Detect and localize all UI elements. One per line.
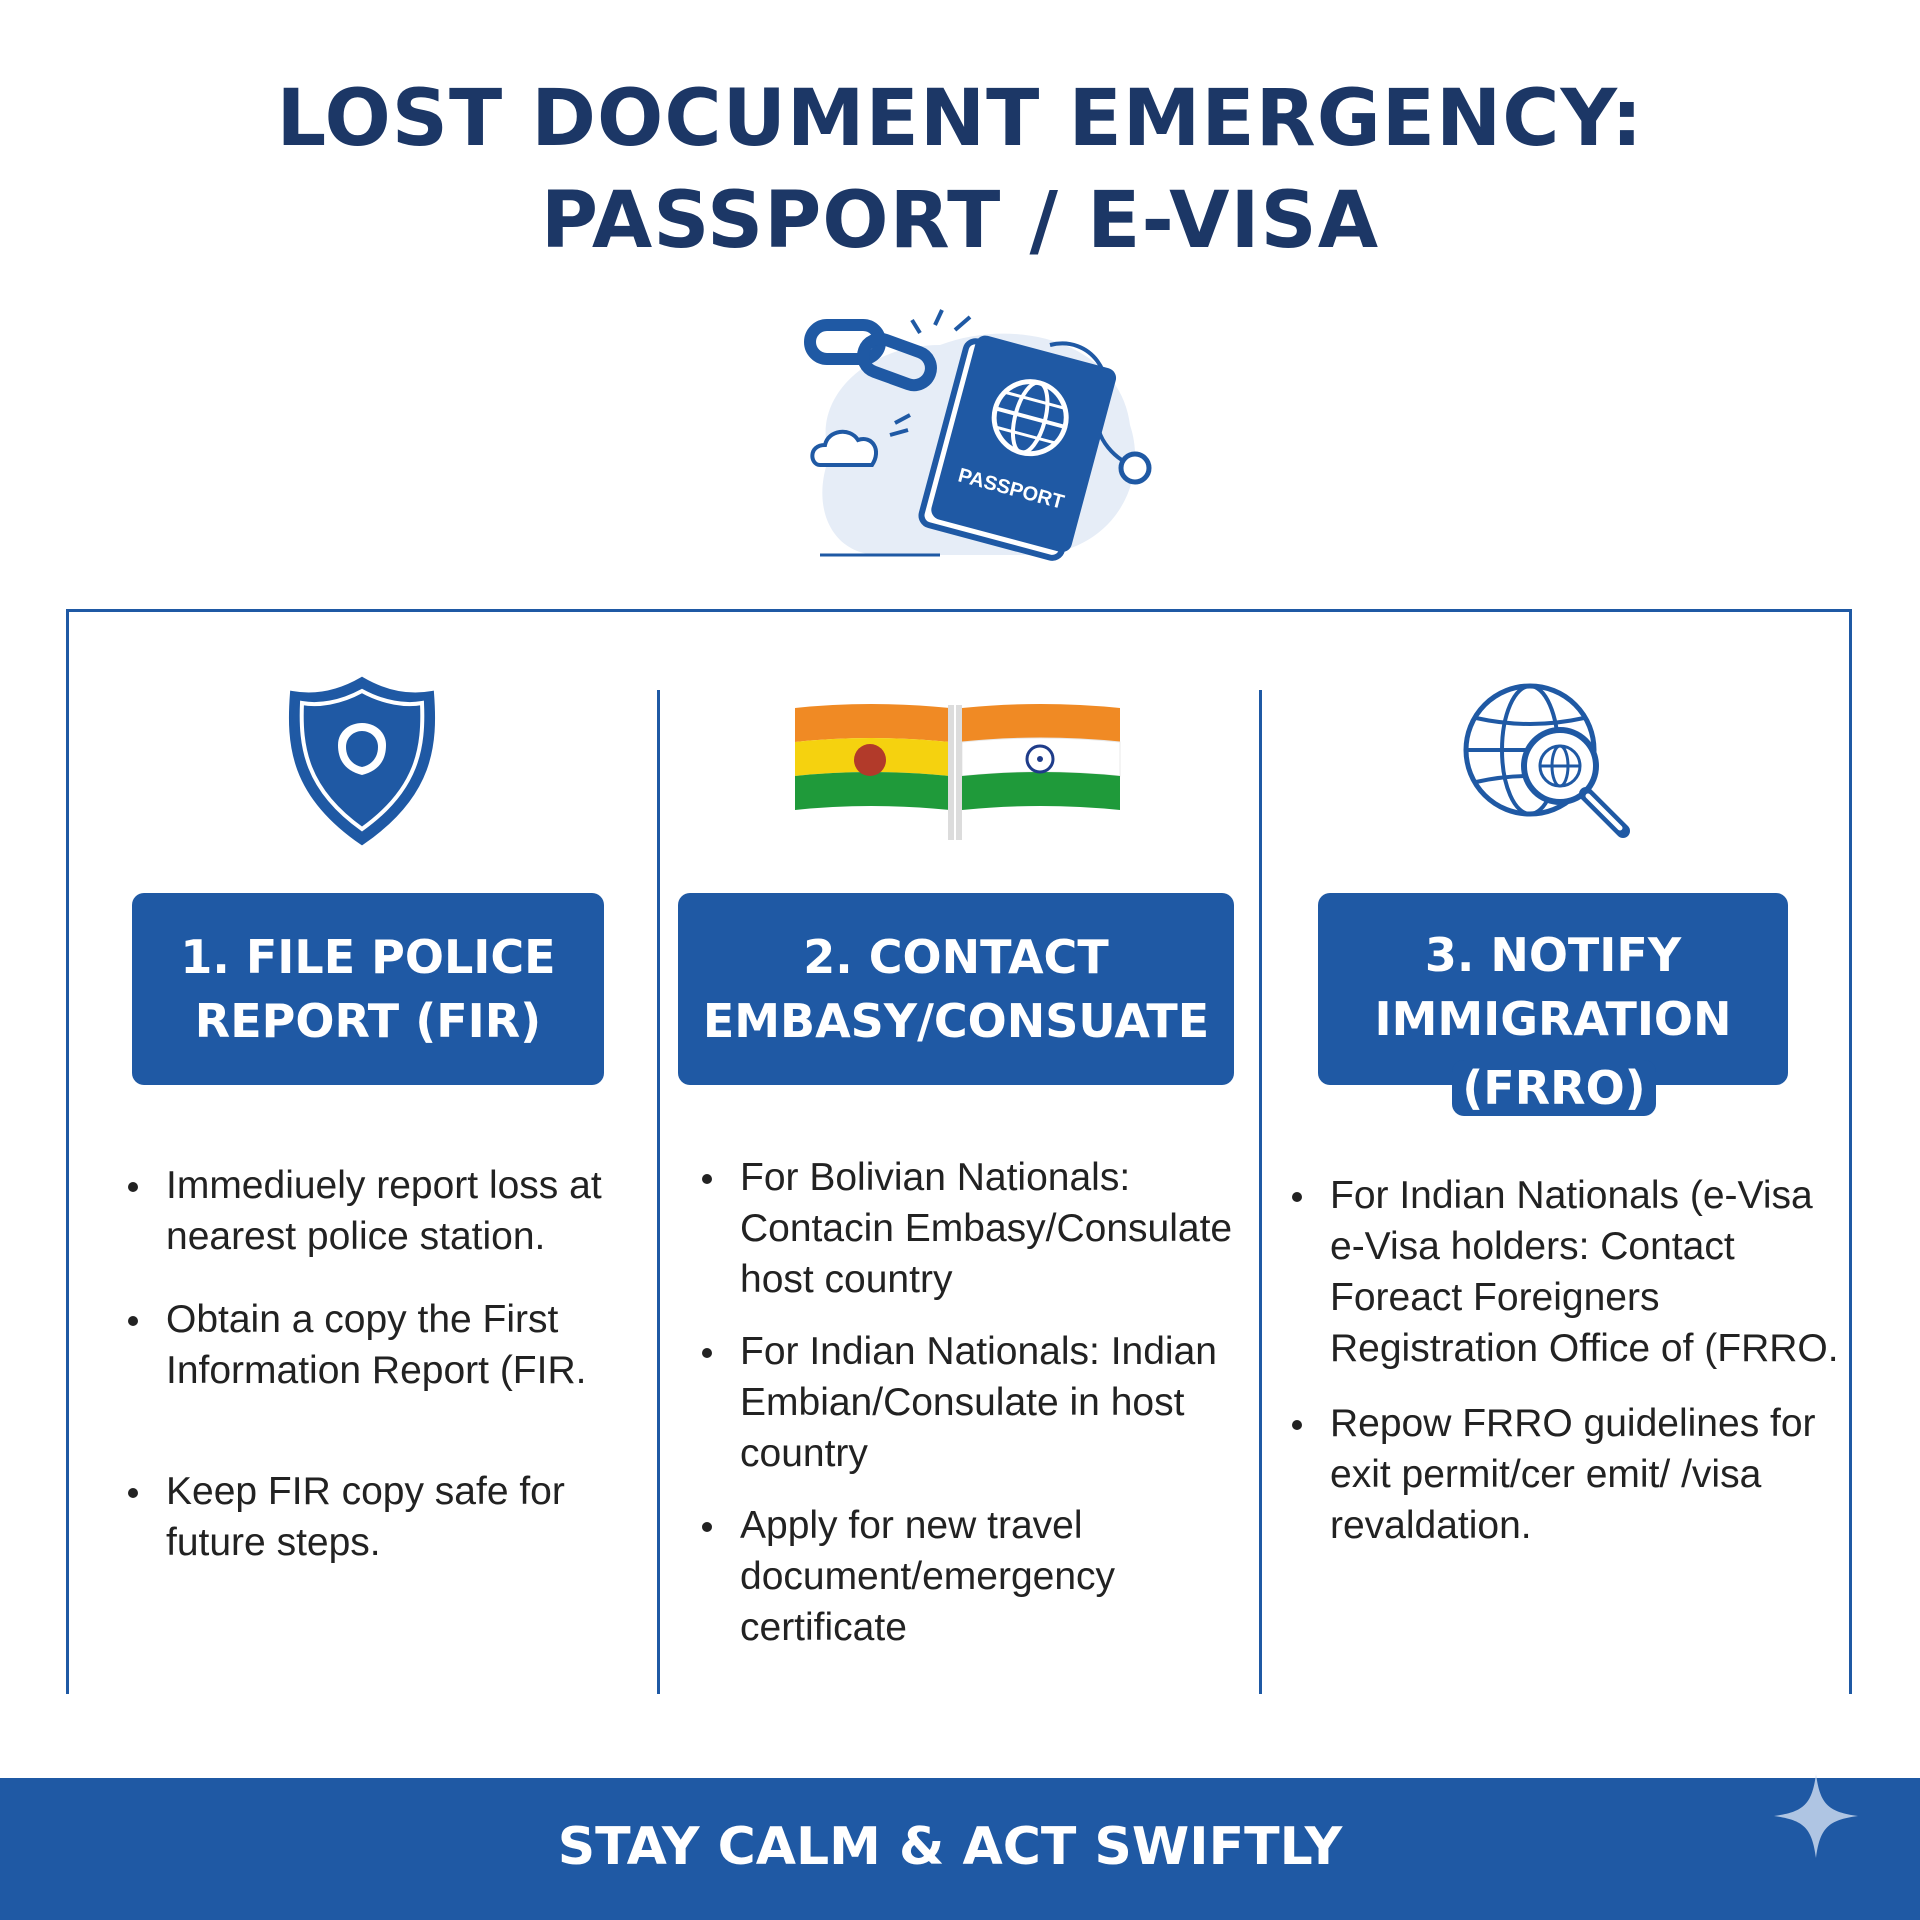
list-item: Repow FRRO guidelines for exit permit/cer emit/ /visa revaldation.: [1290, 1398, 1852, 1551]
list-item: For Indian Nationals (e-Visa e-Visa holders: Contact Foreact Foreigners Registration Office of (FRRO.: [1290, 1170, 1852, 1374]
list-item: Obtain a copy the First Information Report (FIR.: [126, 1294, 646, 1396]
step-2-heading: [678, 893, 1234, 1085]
step-1-heading: [132, 893, 604, 1085]
step-1-heading-line2: REPORT (FIR): [194, 994, 542, 1048]
broken-chain-passport-icon: [790, 305, 1170, 575]
page-title-line2: PASSPORT / E-VISA: [540, 176, 1380, 266]
step-3-bullet-list: [1290, 1170, 1852, 1551]
list-item: Immediuely report loss at nearest police station.: [126, 1160, 646, 1262]
step-3-heading: [1318, 893, 1788, 1085]
step-3-heading-line3: (FRRO): [1452, 1060, 1656, 1116]
step-3-heading-line1: 3. NOTIFY: [1424, 928, 1682, 982]
sparkle-icon: [1770, 1770, 1862, 1862]
step-1-heading-line1: 1. FILE POLICE: [180, 930, 556, 984]
page-title-line1: LOST DOCUMENT EMERGENCY:: [276, 74, 1644, 164]
page-title: [0, 68, 1920, 272]
step-3-heading-line2: IMMIGRATION: [1374, 992, 1732, 1046]
globe-magnifier-icon: [1458, 678, 1638, 848]
list-item: Apply for new travel document/emergency certificate: [700, 1500, 1260, 1653]
column-divider: [657, 690, 660, 1694]
step-2-heading-line1: 2. CONTACT: [803, 930, 1109, 984]
step-2-heading-line2: EMBASY/CONSUATE: [702, 994, 1210, 1048]
passport-label: PASSPORT: [955, 464, 1067, 514]
list-item: For Indian Nationals: Indian Embian/Consulate in host country: [700, 1326, 1260, 1479]
list-item: Keep FIR copy safe for future steps.: [126, 1466, 646, 1568]
bolivia-india-flags-icon: [790, 700, 1130, 845]
step-1-bullet-list: [126, 1160, 646, 1568]
footer-text: STAY CALM & ACT SWIFTLY: [557, 1817, 1343, 1877]
police-badge-icon: [286, 675, 438, 847]
list-item: For Bolivian Nationals: Contacin Embasy/Consulate host country: [700, 1152, 1260, 1305]
step-2-bullet-list: [700, 1152, 1260, 1653]
